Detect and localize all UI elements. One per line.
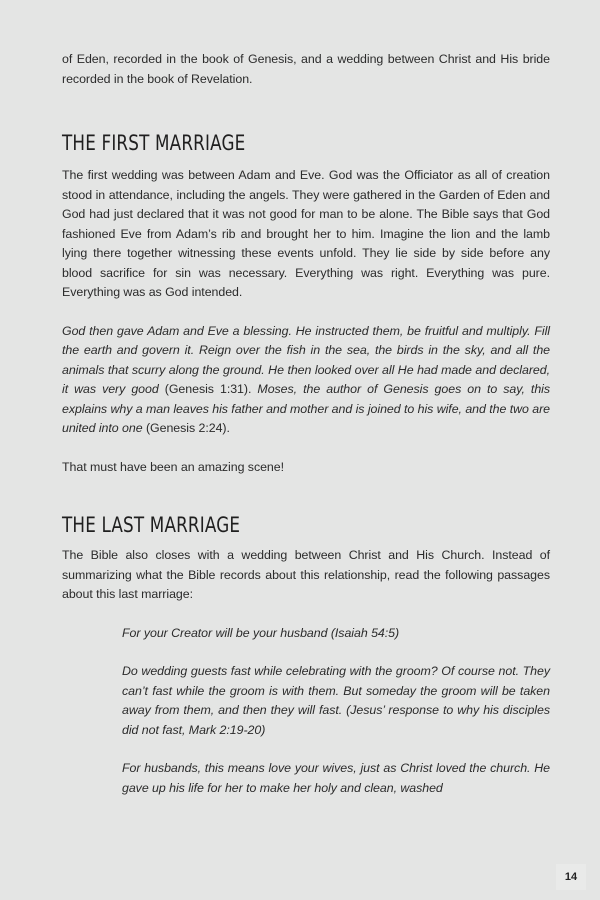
genesis-quote-text-2: Moses, the author of Genesis goes on to say, this explains why a man leaves his father and mother and is joined to his wife, and the two are united into one xyxy=(62,382,551,435)
passages-block xyxy=(62,624,550,799)
genesis-reference-2: (Genesis 2:24). xyxy=(142,421,230,435)
passage-mark: Do wedding guests fast while celebrating with the groom? Of course not. They can’t fast while the groom is with them. But someday the groom will be taken away from them, and then they will fast. (Jesus’ response to why his disciples did not fast, Mark 2:19-20) xyxy=(122,664,550,737)
intro-paragraph: of Eden, recorded in the book of Genesis, and a wedding between Christ and His bride recorded in the book of Revelation. xyxy=(62,52,550,86)
first-marriage-paragraph: The first wedding was between Adam and Eve. God was the Officiator as all of creation stood in attendance, including the angels. They were gathered in the Garden of Eden and God had just declared that it was not good for man to be alone. The Bible says that God fashioned Eve from Adam’s rib and brought her to him. Imagine the lion and the lamb lying there together witnessing these events unfold. They lie side by side before any blood sacrifice for sin was necessary. Everything was right. Everything was pure. Everything was as God intended. xyxy=(62,168,550,299)
closing-remark: That must have been an amazing scene! xyxy=(62,459,285,474)
page-number: 14 xyxy=(556,864,586,890)
passage-isaiah: For your Creator will be your husband (Isaiah 54:5) xyxy=(122,625,400,640)
genesis-reference-1: (Genesis 1:31). xyxy=(158,382,258,396)
section-heading-first-marriage: THE FIRST MARRIAGE xyxy=(62,131,246,155)
genesis-quote-paragraph xyxy=(62,322,550,439)
last-marriage-paragraph: The Bible also closes with a wedding between Christ and His Church. Instead of summarizing what the Bible records about this relationship, read the following passages about this last marriage: xyxy=(62,548,550,601)
genesis-quote-text-1: God then gave Adam and Eve a blessing. He instructed them, be fruitful and multiply. Fill the earth and govern it. Reign over the fish in the sea, the birds in the sky, and all the animals that scurry along the ground. He then looked over all He had made and declared, it was very good xyxy=(62,323,550,396)
section-heading-last-marriage: THE LAST MARRIAGE xyxy=(62,513,241,537)
passage-ephesians: For husbands, this means love your wives, just as Christ loved the church. He gave up his life for her to make her holy and clean, washed xyxy=(122,761,550,795)
